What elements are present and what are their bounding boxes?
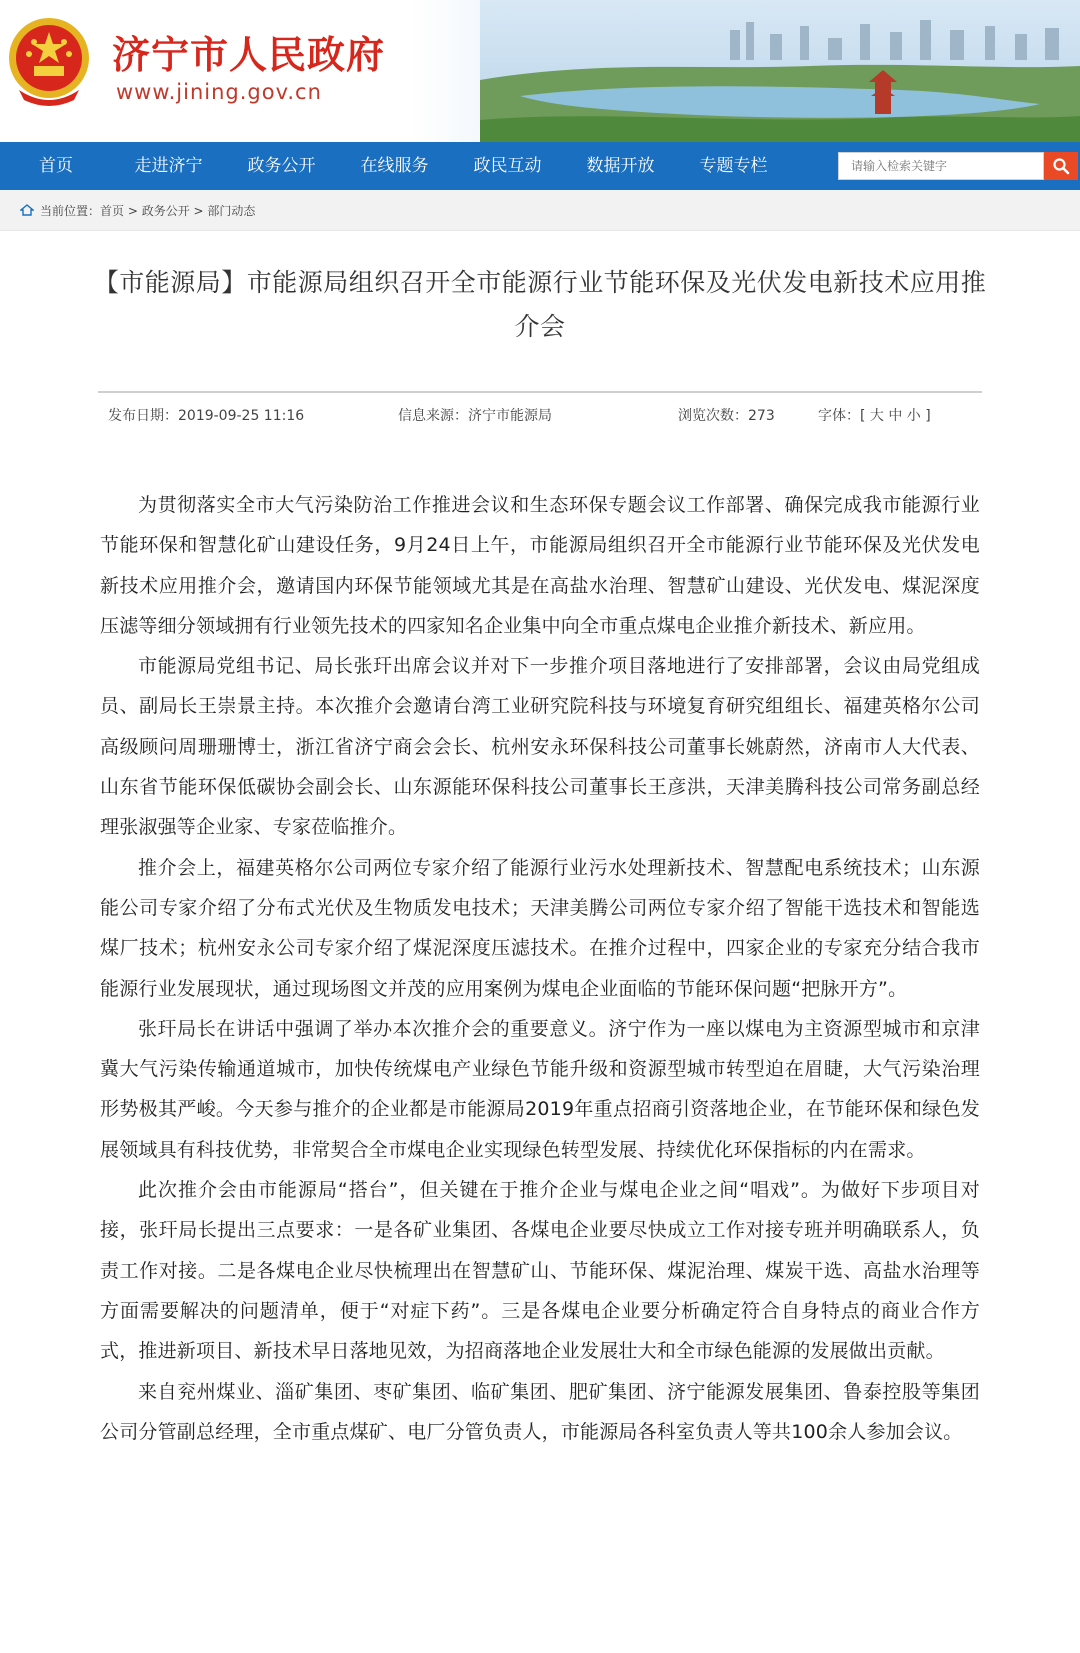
nav-item-special-topics[interactable]: 专题专栏 [699, 156, 768, 176]
article-paragraph: 来自兖州煤业、淄矿集团、枣矿集团、临矿集团、肥矿集团、济宁能源发展集团、鲁泰控股等集团公司分管副总经理，全市重点煤矿、电厂分管负责人，市能源局各科室负责人等共100余人参加会议。 [100, 1380, 980, 1443]
home-icon [20, 204, 34, 216]
nav-item-interaction[interactable]: 政民互动 [473, 156, 542, 176]
article-paragraph: 推介会上，福建英格尔公司两位专家介绍了能源行业污水处理新技术、智慧配电系统技术；山东源能公司专家介绍了分布式光伏及生物质发电技术；天津美腾公司两位专家介绍了智能干选技术和智能选煤厂技术；杭州安永公司专家介绍了煤泥深度压滤技术。在推介过程中，四家企业的专家充分结合我市能源行业发展现状，通过现场图文并茂的应用案例为煤电企业面临的节能环保问题“把脉开方”。 [100, 856, 980, 1000]
article-meta [98, 393, 982, 437]
article-paragraph: 此次推介会由市能源局“搭台”，但关键在于推介企业与煤电企业之间“唱戏”。为做好下步项目对接，张玕局长提出三点要求：一是各矿业集团、各煤电企业要尽快成立工作对接专班并明确联系人，负责工作对接。二是各煤电企业尽快梳理出在智慧矿山、节能环保、煤泥治理、煤炭干选、高盐水治理等方面需要解决的问题清单，便于“对症下药”。三是各煤电企业要分析确定符合自身特点的商业合作方式，推进新项目、新技术早日落地见效，为招商落地企业发展壮大和全市绿色能源的发展做出贡献。 [100, 1179, 980, 1363]
nav-item-online-services[interactable]: 在线服务 [360, 156, 429, 176]
search-icon [1052, 157, 1070, 175]
info-source: 信息来源：济宁市能源局 [398, 408, 552, 424]
article-paragraph: 为贯彻落实全市大气污染防治工作推进会议和生态环保专题会议工作部署、确保完成我市能源行业节能环保和智慧化矿山建设任务，9月24日上午，市能源局组织召开全市能源行业节能环保及光伏发电新技术应用推介会，邀请国内环保节能领域尤其是在高盐水治理、智慧矿山建设、光伏发电、煤泥深度压滤等细分领域拥有行业领先技术的四家知名企业集中向全市重点煤电企业推介新技术、新应用。 [100, 494, 980, 637]
national-emblem-icon [4, 12, 94, 110]
publish-date: 发布日期：2019-09-25 11:16 [108, 408, 305, 424]
header-banner [0, 0, 1080, 142]
nav-item-about[interactable]: 走进济宁 [134, 156, 203, 176]
breadcrumb [0, 190, 1080, 231]
article-paragraph: 市能源局党组书记、局长张玕出席会议并对下一步推介项目落地进行了安排部署，会议由局党组成员、副局长王崇景主持。本次推介会邀请台湾工业研究院科技与环境复育研究组组长、福建英格尔公司高级顾问周珊珊博士，浙江省济宁商会会长、杭州安永环保科技公司董事长姚蔚然，济南市人大代表、山东省节能环保低碳协会副会长、山东源能环保科技公司董事长王彦洪，天津美腾科技公司常务副总经理张淑强等企业家、专家莅临推介。 [100, 655, 980, 839]
site-url[interactable]: www.jining.gov.cn [116, 80, 322, 104]
breadcrumb-prefix: 当前位置： [40, 203, 101, 218]
article-title: 【市能源局】市能源局组织召开全市能源行业节能环保及光伏发电新技术应用推介会 [93, 268, 987, 341]
city-skyline-illustration [480, 0, 1080, 142]
search-input[interactable]: 请输入检索关键字 [838, 152, 1044, 180]
article-paragraph: 张玕局长在讲话中强调了举办本次推介会的重要意义。济宁作为一座以煤电为主资源型城市和京津冀大气污染传输通道城市，加快传统煤电产业绿色节能升级和资源型城市转型迫在眉睫，大气污染治理形势极其严峻。今天参与推介的企业都是市能源局2019年重点招商引资落地企业，在节能环保和绿色发展领域具有科技优势，非常契合全市煤电企业实现绿色转型发展、持续优化环保指标的内在需求。 [100, 1017, 980, 1161]
search-button[interactable] [1044, 152, 1078, 180]
nav-item-home[interactable]: 首页 [39, 156, 73, 176]
nav-item-gov-affairs[interactable]: 政务公开 [247, 156, 316, 176]
view-count: 浏览次数：273 [678, 408, 775, 424]
article-body [100, 485, 980, 1452]
site-name[interactable]: 济宁市人民政府 [112, 33, 386, 77]
font-size-switcher[interactable]: 字体：[ 大 中 小 ] [818, 408, 931, 424]
main-nav [0, 142, 1080, 190]
nav-item-open-data[interactable]: 数据开放 [586, 156, 655, 176]
breadcrumb-path[interactable]: 首页 > 政务公开 > 部门动态 [100, 203, 256, 218]
